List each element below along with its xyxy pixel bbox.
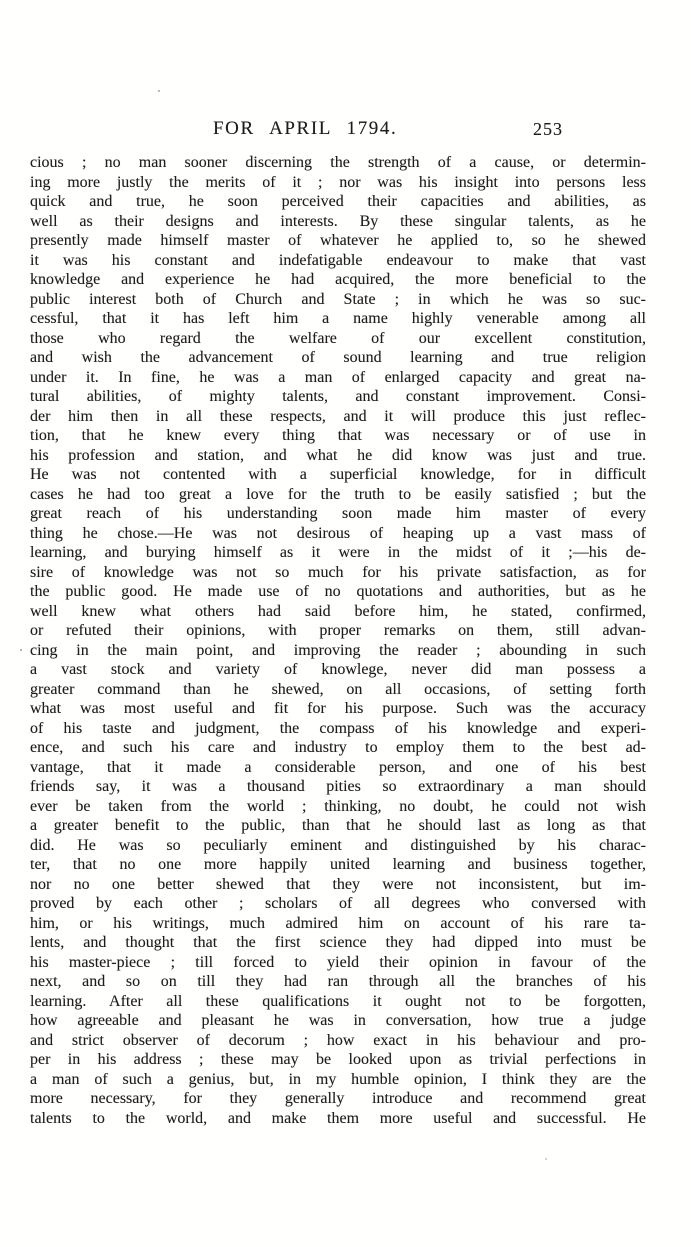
- body-text-line: ever be taken from the world ; thinking, no doubt, he could not wish: [30, 797, 646, 815]
- body-text-line: cious ; no man sooner discerning the strength of a cause, or determin-: [30, 154, 646, 171]
- page-number: 253: [533, 119, 563, 139]
- body-text-line: quick and true, he soon perceived their capacities and abilities, as: [30, 193, 646, 210]
- body-text-line: nor no one better shewed that they were not inconsistent, but im-: [30, 875, 646, 893]
- body-text: [30, 153, 646, 1128]
- body-text-line: and strict observer of decorum ; how exact in his behaviour and pro-: [30, 1031, 646, 1049]
- body-text-line: He was not contented with a superficial knowledge, for in difficult: [30, 466, 646, 483]
- body-text-line: tion, that he knew every thing that was necessary or of use in: [30, 427, 646, 444]
- body-text-line: well as their designs and interests. By these singular talents, as he: [30, 212, 646, 230]
- body-text-line: or refuted their opinions, with proper remarks on them, still advan-: [30, 622, 646, 639]
- body-text-line: great reach of his understanding soon made him master of every: [30, 505, 646, 522]
- body-text-line: presently made himself master of whatever he applied to, so he shewed: [30, 232, 646, 249]
- body-text-line: next, and so on till they had ran through all the branches of his: [30, 973, 646, 990]
- body-text-line: tural abilities, of mighty talents, and constant improvement. Consi-: [30, 388, 646, 405]
- body-text-line: greater command than he shewed, on all occasions, of setting forth: [30, 680, 646, 698]
- body-text-line: der him then in all these respects, and it will produce this just reflec-: [30, 407, 646, 425]
- body-text-line: of his taste and judgment, the compass of his knowledge and experi-: [30, 719, 646, 737]
- body-text-line: learning. After all these qualifications it ought not to be forgotten,: [30, 992, 646, 1010]
- body-text-line: it was his constant and indefatigable endeavour to make that vast: [30, 251, 646, 269]
- body-text-line: proved by each other ; scholars of all degrees who conversed with: [30, 895, 646, 912]
- body-text-line: public interest both of Church and State ; in which he was so suc-: [30, 290, 646, 308]
- scan-speck: [545, 1158, 547, 1160]
- body-text-line: how agreeable and pleasant he was in conversation, how true a judge: [30, 1012, 646, 1029]
- body-text-line: cases he had too great a love for the truth to be easily satisfied ; but the: [30, 485, 646, 503]
- body-text-line: per in his address ; these may be looked upon as trivial perfections in: [30, 1051, 646, 1068]
- scan-speck: [20, 649, 22, 651]
- body-text-line: cessful, that it has left him a name highly venerable among all: [30, 310, 646, 327]
- body-text-line: friends say, it was a thousand pities so extraordinary a man should: [30, 778, 646, 795]
- body-text-line: a man of such a genius, but, in my humble opinion, I think they are the: [30, 1070, 646, 1088]
- body-text-line: sire of knowledge was not so much for his private satisfaction, as for: [30, 563, 646, 581]
- body-text-line: and wish the advancement of sound learning and true religion: [30, 349, 646, 366]
- body-text-line: a greater benefit to the public, than that he should last as long as that: [30, 817, 646, 834]
- body-text-line: cing in the main point, and improving the reader ; abounding in such: [30, 641, 646, 659]
- body-text-line: thing he chose.—He was not desirous of heaping up a vast mass of: [30, 524, 646, 542]
- body-text-line: the public good. He made use of no quotations and authorities, but as he: [30, 583, 646, 600]
- body-text-line: lents, and thought that the first science they had dipped into must be: [30, 934, 646, 951]
- body-text-line: ence, and such his care and industry to employ them to the best ad-: [30, 739, 646, 756]
- body-text-line: him, or his writings, much admired him on account of his rare ta-: [30, 914, 646, 932]
- body-text-line: talents to the world, and make them more useful and successful. He: [30, 1109, 646, 1127]
- body-text-line: vantage, that it made a considerable person, and one of his best: [30, 758, 646, 776]
- body-text-line: well knew what others had said before him, he stated, confirmed,: [30, 602, 646, 620]
- body-text-line: ter, that no one more happily united learning and business together,: [30, 856, 646, 873]
- running-head-title: FOR APRIL 1794.: [213, 118, 398, 139]
- body-text-line: knowledge and experience he had acquired, the more beneficial to the: [30, 271, 646, 288]
- scan-speck: [158, 90, 160, 92]
- body-text-line: learning, and burying himself as it were in the midst of it ;—his de-: [30, 544, 646, 561]
- running-head: [0, 118, 691, 144]
- body-text-line: a vast stock and variety of knowlege, never did man possess a: [30, 661, 646, 678]
- body-text-line: under it. In fine, he was a man of enlarged capacity and great na-: [30, 368, 646, 386]
- body-text-line: what was most useful and fit for his purpose. Such was the accuracy: [30, 700, 646, 717]
- body-text-line: ing more justly the merits of it ; nor was his insight into persons less: [30, 173, 646, 191]
- body-text-line: his profession and station, and what he did know was just and true.: [30, 446, 646, 464]
- body-text-line: his master-piece ; till forced to yield their opinion in favour of the: [30, 953, 646, 971]
- body-text-line: more necessary, for they generally introduce and recommend great: [30, 1090, 646, 1107]
- body-text-line: did. He was so peculiarly eminent and distinguished by his charac-: [30, 836, 646, 854]
- body-text-line: those who regard the welfare of our excellent constitution,: [30, 329, 646, 347]
